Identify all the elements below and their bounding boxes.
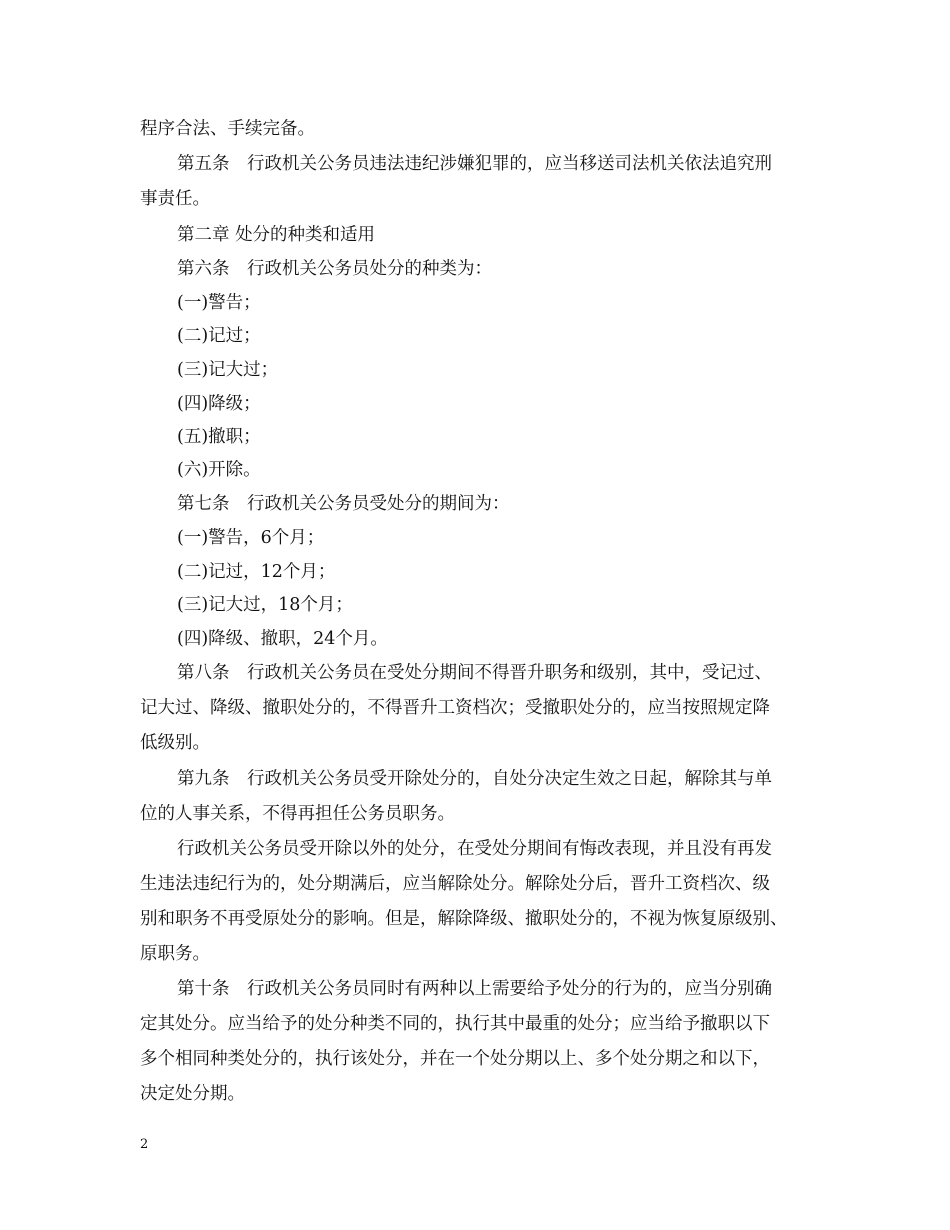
text-line: 位的人事关系，不得再担任公务员职务。 (140, 804, 455, 824)
list-item: (一)警告； (177, 293, 261, 313)
text-line: 记大过、降级、撤职处分的，不得晋升工资档次；受撤职处分的，应当按照规定降 (140, 698, 770, 718)
text-line: 程序合法、手续完备。 (140, 119, 315, 139)
list-item: (四)降级、撤职，24个月。 (177, 629, 388, 649)
text-line: 第七条 行政机关公务员受处分的期间为： (177, 494, 510, 514)
text-line: 生违法违纪行为的，处分期满后，应当解除处分。解除处分后，晋升工资档次、级 (140, 874, 770, 894)
text-line: 多个相同种类处分的，执行该处分，并在一个处分期以上、多个处分期之和以下， (140, 1049, 770, 1069)
text-line: 第九条 行政机关公务员受开除处分的，自处分决定生效之日起，解除其与单 (177, 769, 772, 789)
page-number: 2 (140, 1137, 149, 1152)
text-line: 第十条 行政机关公务员同时有两种以上需要给予处分的行为的，应当分别确 (177, 979, 772, 999)
text-line: 事责任。 (140, 189, 210, 209)
text-line: 第五条 行政机关公务员违法违纪涉嫌犯罪的，应当移送司法机关依法追究刑 (177, 154, 772, 174)
text-line: 行政机关公务员受开除以外的处分，在受处分期间有悔改表现，并且没有再发 (177, 839, 772, 859)
text-line: 别和职务不再受原处分的影响。但是，解除降级、撤职处分的，不视为恢复原级别、 (140, 909, 788, 929)
text-line: 定其处分。应当给予的处分种类不同的，执行其中最重的处分；应当给予撤职以下 (140, 1014, 770, 1034)
list-item: (三)记大过； (177, 360, 279, 380)
list-item: (四)降级； (177, 394, 261, 414)
list-item: (三)记大过，18个月； (177, 595, 353, 615)
text-line: 第六条 行政机关公务员处分的种类为： (177, 259, 492, 279)
list-item: (二)记过； (177, 326, 261, 346)
text-line: 低级别。 (140, 733, 210, 753)
chapter-heading: 第二章 处分的种类和适用 (177, 225, 376, 245)
list-item: (五)撤职； (177, 427, 261, 447)
list-item: (一)警告，6个月； (177, 528, 325, 548)
list-item: (六)开除。 (177, 460, 261, 480)
text-line: 决定处分期。 (140, 1084, 245, 1104)
text-line: 原职务。 (140, 944, 210, 964)
text-line: 第八条 行政机关公务员在受处分期间不得晋升职务和级别，其中，受记过、 (177, 663, 772, 683)
list-item: (二)记过，12个月； (177, 562, 336, 582)
